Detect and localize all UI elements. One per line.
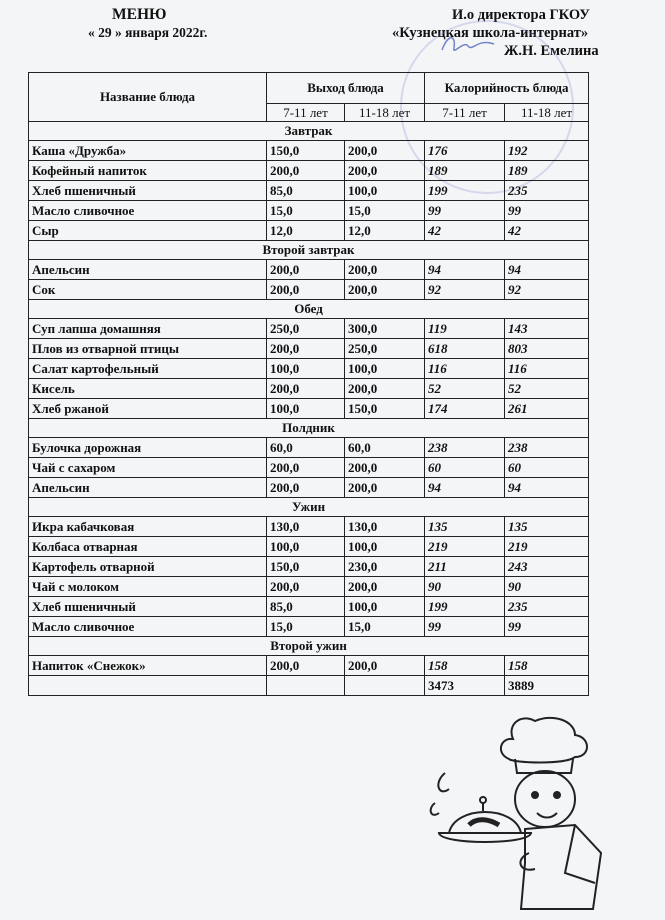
table-row (29, 359, 589, 379)
dish-name: Сыр (29, 221, 267, 241)
total-calories-7-11: 3473 (425, 676, 505, 696)
output-7-11: 200,0 (267, 478, 345, 498)
output-7-11: 150,0 (267, 557, 345, 577)
table-row (29, 260, 589, 280)
section-title: Ужин (29, 498, 589, 517)
output-11-18: 15,0 (345, 617, 425, 637)
dish-name: Колбаса отварная (29, 537, 267, 557)
calories-7-11: 219 (425, 537, 505, 557)
section-row (29, 498, 589, 517)
output-11-18: 200,0 (345, 379, 425, 399)
calories-7-11: 238 (425, 438, 505, 458)
calories-11-18: 192 (505, 141, 589, 161)
chef-boy-icon (425, 713, 625, 913)
output-11-18: 300,0 (345, 319, 425, 339)
dish-name: Плов из отварной птицы (29, 339, 267, 359)
section-title: Второй ужин (29, 637, 589, 656)
calories-7-11: 99 (425, 201, 505, 221)
calories-11-18: 42 (505, 221, 589, 241)
calories-7-11: 189 (425, 161, 505, 181)
col-output: Выход блюда (267, 73, 425, 104)
calories-7-11: 199 (425, 597, 505, 617)
table-row (29, 458, 589, 478)
calories-7-11: 211 (425, 557, 505, 577)
table-row (29, 339, 589, 359)
calories-7-11: 618 (425, 339, 505, 359)
section-title: Полдник (29, 419, 589, 438)
age-group-header: 11-18 лет (505, 104, 589, 122)
output-11-18: 12,0 (345, 221, 425, 241)
output-11-18: 100,0 (345, 537, 425, 557)
output-7-11: 150,0 (267, 141, 345, 161)
dish-name: Хлеб пшеничный (29, 597, 267, 617)
calories-11-18: 219 (505, 537, 589, 557)
dish-name: Хлеб ржаной (29, 399, 267, 419)
total-empty (267, 676, 345, 696)
total-empty (345, 676, 425, 696)
section-row (29, 300, 589, 319)
dish-name: Масло сливочное (29, 201, 267, 221)
output-7-11: 200,0 (267, 280, 345, 300)
calories-11-18: 143 (505, 319, 589, 339)
table-row (29, 181, 589, 201)
calories-11-18: 116 (505, 359, 589, 379)
age-group-header: 11-18 лет (345, 104, 425, 122)
col-dish-name: Название блюда (29, 73, 267, 122)
table-row (29, 656, 589, 676)
table-row (29, 617, 589, 637)
calories-7-11: 90 (425, 577, 505, 597)
output-11-18: 200,0 (345, 458, 425, 478)
dish-name: Икра кабачковая (29, 517, 267, 537)
calories-11-18: 243 (505, 557, 589, 577)
table-row (29, 141, 589, 161)
output-11-18: 250,0 (345, 339, 425, 359)
section-title: Обед (29, 300, 589, 319)
output-7-11: 100,0 (267, 399, 345, 419)
output-7-11: 200,0 (267, 458, 345, 478)
calories-11-18: 60 (505, 458, 589, 478)
table-row (29, 221, 589, 241)
calories-7-11: 42 (425, 221, 505, 241)
calories-7-11: 135 (425, 517, 505, 537)
calories-7-11: 174 (425, 399, 505, 419)
output-7-11: 200,0 (267, 656, 345, 676)
output-11-18: 100,0 (345, 359, 425, 379)
output-7-11: 200,0 (267, 577, 345, 597)
table-row (29, 201, 589, 221)
output-11-18: 230,0 (345, 557, 425, 577)
age-group-header: 7-11 лет (267, 104, 345, 122)
output-7-11: 200,0 (267, 339, 345, 359)
approval-position: И.о директора ГКОУ (452, 7, 590, 23)
calories-7-11: 119 (425, 319, 505, 339)
menu-table (28, 72, 589, 696)
dish-name: Салат картофельный (29, 359, 267, 379)
output-7-11: 200,0 (267, 260, 345, 280)
table-row (29, 161, 589, 181)
approval-organization: «Кузнецкая школа-интернат» (392, 25, 589, 41)
dish-name: Чай с сахаром (29, 458, 267, 478)
calories-11-18: 189 (505, 161, 589, 181)
calories-7-11: 116 (425, 359, 505, 379)
calories-11-18: 52 (505, 379, 589, 399)
calories-11-18: 235 (505, 181, 589, 201)
table-row (29, 517, 589, 537)
section-title: Второй завтрак (29, 241, 589, 260)
table-row (29, 438, 589, 458)
output-7-11: 200,0 (267, 161, 345, 181)
calories-11-18: 99 (505, 201, 589, 221)
output-7-11: 200,0 (267, 379, 345, 399)
output-11-18: 150,0 (345, 399, 425, 419)
table-row (29, 379, 589, 399)
output-7-11: 15,0 (267, 617, 345, 637)
calories-11-18: 261 (505, 399, 589, 419)
dish-name: Картофель отварной (29, 557, 267, 577)
dish-name: Сок (29, 280, 267, 300)
dish-name: Кисель (29, 379, 267, 399)
calories-11-18: 238 (505, 438, 589, 458)
section-row (29, 241, 589, 260)
calories-11-18: 235 (505, 597, 589, 617)
calories-7-11: 199 (425, 181, 505, 201)
output-7-11: 60,0 (267, 438, 345, 458)
output-7-11: 12,0 (267, 221, 345, 241)
calories-11-18: 803 (505, 339, 589, 359)
dish-name: Апельсин (29, 260, 267, 280)
calories-7-11: 176 (425, 141, 505, 161)
table-row (29, 557, 589, 577)
calories-11-18: 158 (505, 656, 589, 676)
age-group-header: 7-11 лет (425, 104, 505, 122)
output-7-11: 15,0 (267, 201, 345, 221)
calories-7-11: 94 (425, 478, 505, 498)
signature-icon (438, 30, 498, 60)
dish-name: Кофейный напиток (29, 161, 267, 181)
output-11-18: 200,0 (345, 280, 425, 300)
table-row (29, 577, 589, 597)
menu-body (29, 122, 589, 696)
dish-name: Хлеб пшеничный (29, 181, 267, 201)
output-11-18: 60,0 (345, 438, 425, 458)
dish-name: Апельсин (29, 478, 267, 498)
table-row (29, 399, 589, 419)
dish-name: Масло сливочное (29, 617, 267, 637)
section-row (29, 419, 589, 438)
output-7-11: 100,0 (267, 537, 345, 557)
dish-name: Суп лапша домашняя (29, 319, 267, 339)
output-11-18: 130,0 (345, 517, 425, 537)
output-11-18: 200,0 (345, 141, 425, 161)
total-empty (29, 676, 267, 696)
calories-7-11: 158 (425, 656, 505, 676)
table-row (29, 319, 589, 339)
output-11-18: 200,0 (345, 478, 425, 498)
output-11-18: 200,0 (345, 577, 425, 597)
total-calories-11-18: 3889 (505, 676, 589, 696)
calories-11-18: 92 (505, 280, 589, 300)
output-11-18: 200,0 (345, 260, 425, 280)
output-7-11: 85,0 (267, 597, 345, 617)
calories-11-18: 135 (505, 517, 589, 537)
output-11-18: 200,0 (345, 656, 425, 676)
calories-7-11: 99 (425, 617, 505, 637)
table-row (29, 537, 589, 557)
approval-name: Ж.Н. Емелина (504, 43, 599, 59)
output-7-11: 85,0 (267, 181, 345, 201)
col-calories: Калорийность блюда (425, 73, 589, 104)
calories-11-18: 94 (505, 260, 589, 280)
output-7-11: 130,0 (267, 517, 345, 537)
totals-row (29, 676, 589, 696)
calories-11-18: 94 (505, 478, 589, 498)
output-7-11: 250,0 (267, 319, 345, 339)
output-7-11: 100,0 (267, 359, 345, 379)
section-row (29, 122, 589, 141)
calories-7-11: 52 (425, 379, 505, 399)
section-row (29, 637, 589, 656)
calories-11-18: 99 (505, 617, 589, 637)
section-title: Завтрак (29, 122, 589, 141)
calories-7-11: 94 (425, 260, 505, 280)
table-row (29, 280, 589, 300)
calories-7-11: 60 (425, 458, 505, 478)
dish-name: Напиток «Снежок» (29, 656, 267, 676)
calories-11-18: 90 (505, 577, 589, 597)
calories-7-11: 92 (425, 280, 505, 300)
output-11-18: 200,0 (345, 161, 425, 181)
dish-name: Булочка дорожная (29, 438, 267, 458)
output-11-18: 15,0 (345, 201, 425, 221)
dish-name: Каша «Дружба» (29, 141, 267, 161)
menu-title: МЕНЮ (112, 6, 167, 23)
menu-date: « 29 » января 2022г. (88, 25, 208, 40)
output-11-18: 100,0 (345, 181, 425, 201)
table-row (29, 597, 589, 617)
table-row (29, 478, 589, 498)
dish-name: Чай с молоком (29, 577, 267, 597)
output-11-18: 100,0 (345, 597, 425, 617)
